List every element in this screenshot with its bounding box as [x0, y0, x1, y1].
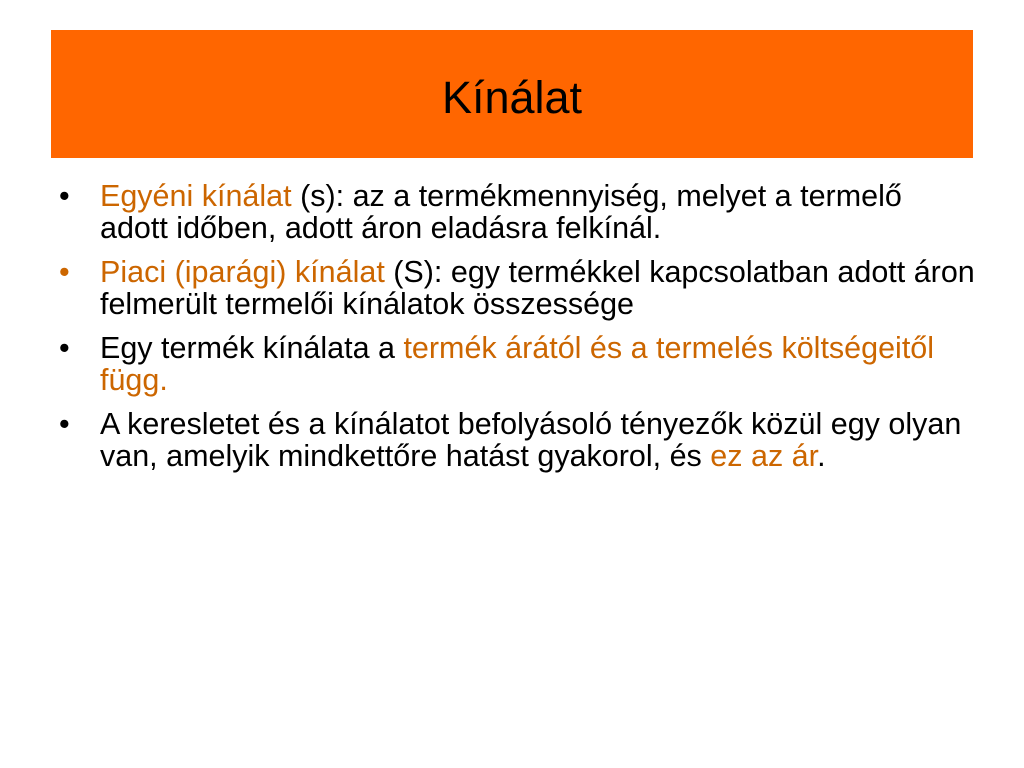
- bullet-marker: •: [59, 407, 70, 441]
- bullet-text: [100, 332, 975, 396]
- text-segment: (S): egy termékkel kapcsolatban adott áron felmerült termelői kínálatok összessége: [100, 255, 975, 321]
- bullet-text: [100, 256, 975, 320]
- text-segment: .: [817, 439, 826, 473]
- text-segment: A keresletet és a kínálatot befolyásoló tényezők közül egy olyan van, amelyik mindkettőre hatást gyakorol, és: [100, 407, 962, 473]
- highlighted-term: Egyéni kínálat: [100, 179, 292, 213]
- bullet-item-termek-kinalata: [55, 332, 975, 396]
- highlighted-term: ez az ár: [710, 439, 818, 473]
- bullet-text: [100, 408, 975, 472]
- bullet-item-egyeni-kinalat: [55, 180, 975, 244]
- highlighted-term: Piaci (iparági) kínálat: [100, 255, 385, 289]
- bullet-marker: •: [59, 331, 70, 365]
- bullet-item-ar: [55, 408, 975, 472]
- bullet-list: [55, 180, 975, 484]
- highlighted-term: termék árától és a termelés költségeitől függ.: [100, 331, 935, 397]
- text-segment: Egy termék kínálata a: [100, 331, 404, 365]
- bullet-item-piaci-kinalat: [55, 256, 975, 320]
- bullet-text: [100, 180, 975, 244]
- text-segment: (s): az a termékmennyiség, melyet a termelő adott időben, adott áron eladásra felkínál.: [100, 179, 902, 245]
- bullet-marker: •: [59, 255, 70, 289]
- bullet-marker: •: [59, 179, 70, 213]
- slide-title: Kínálat: [441, 72, 583, 123]
- title-bar: [51, 30, 973, 158]
